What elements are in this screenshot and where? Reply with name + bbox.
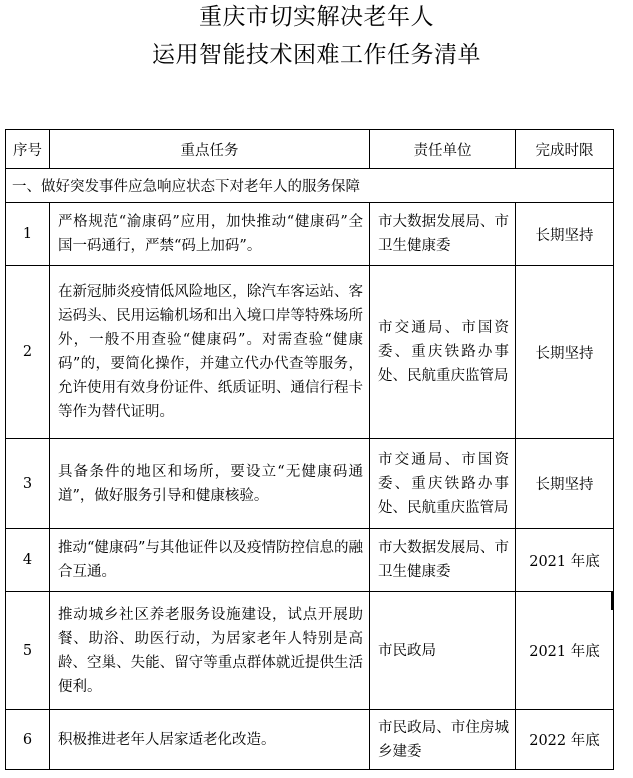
row-no: 3 xyxy=(6,439,50,529)
row-task: 在新冠肺炎疫情低风险地区，除汽车客运站、客运码头、民用运输机场和出入境口岸等特殊场所外，一般不用查验“健康码”。对需查验“健康码”的，要简化操作，并建立代办代查等服务，允许使用有效身份证件、纸质证明、通信行程卡等作为替代证明。 xyxy=(50,266,370,439)
row-unit: 市大数据发展局、市卫生健康委 xyxy=(370,529,516,592)
row-no: 1 xyxy=(6,203,50,266)
table-row xyxy=(6,529,614,592)
header-deadline: 完成时限 xyxy=(516,130,614,169)
row-deadline: 2022 年底 xyxy=(516,710,614,770)
row-no: 4 xyxy=(6,529,50,592)
task-table xyxy=(5,129,614,770)
text-cursor xyxy=(611,592,613,610)
row-unit: 市交通局、市国资委、重庆铁路办事处、民航重庆监管局 xyxy=(370,439,516,529)
table-row xyxy=(6,439,614,529)
section-row xyxy=(6,169,614,203)
row-no: 5 xyxy=(6,592,50,710)
row-unit: 市交通局、市国资委、重庆铁路办事处、民航重庆监管局 xyxy=(370,266,516,439)
row-deadline: 长期坚持 xyxy=(516,439,614,529)
row-deadline: 长期坚持 xyxy=(516,266,614,439)
row-no: 6 xyxy=(6,710,50,770)
row-task: 推动城乡社区养老服务设施建设，试点开展助餐、助浴、助医行动，为居家老年人特别是高龄、空巢、失能、留守等重点群体就近提供生活便利。 xyxy=(50,592,370,710)
row-deadline: 2021 年底 xyxy=(516,592,614,710)
row-unit: 市民政局、市住房城乡建委 xyxy=(370,710,516,770)
row-task: 积极推进老年人居家适老化改造。 xyxy=(50,710,370,770)
row-unit: 市民政局 xyxy=(370,592,516,710)
row-no: 2 xyxy=(6,266,50,439)
header-unit: 责任单位 xyxy=(370,130,516,169)
table-row xyxy=(6,266,614,439)
row-deadline: 2021 年底 xyxy=(516,529,614,592)
table-row xyxy=(6,203,614,266)
row-task: 推动“健康码”与其他证件以及疫情防控信息的融合互通。 xyxy=(50,529,370,592)
table-row xyxy=(6,592,614,710)
document-title-line2: 运用智能技术困难工作任务清单 xyxy=(152,42,481,68)
row-deadline: 长期坚持 xyxy=(516,203,614,266)
table-row xyxy=(6,710,614,770)
header-task: 重点任务 xyxy=(50,130,370,169)
row-task: 具备条件的地区和场所，要设立“无健康码通道”，做好服务引导和健康核验。 xyxy=(50,439,370,529)
header-no: 序号 xyxy=(6,130,50,169)
table-header-row xyxy=(6,130,614,169)
section-title: 一、做好突发事件应急响应状态下对老年人的服务保障 xyxy=(6,169,614,203)
row-unit: 市大数据发展局、市卫生健康委 xyxy=(370,203,516,266)
row-task: 严格规范“渝康码”应用，加快推动“健康码”全国一码通行，严禁“码上加码”。 xyxy=(50,203,370,266)
document-title-line1: 重庆市切实解决老年人 xyxy=(199,4,434,30)
